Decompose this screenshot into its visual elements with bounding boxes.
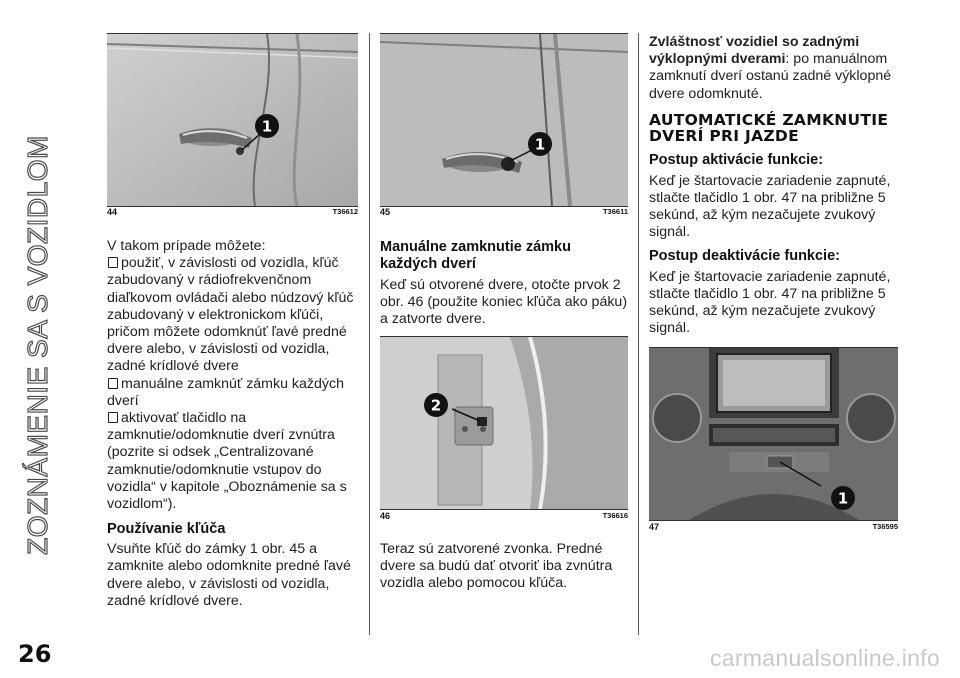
callout-number: 2 [430, 396, 442, 415]
paragraph: Teraz sú zatvorené zvonka. Predné dvere sa budú dať otvoriť iba zvnútra vozidla alebo pomocou kľúča. [380, 541, 613, 592]
column-2-text [380, 239, 630, 329]
paragraph: Keď je štartovacie zariadenie zapnuté, stlačte tlačidlo 1 obr. 47 na približne 5 sekúnd, až kým nezačujete zvukový signál. [649, 172, 891, 241]
callout-icon [527, 131, 553, 157]
column-3-text [649, 34, 899, 337]
section-heading: Používanie kľúča [107, 521, 226, 538]
callout-number: 1 [837, 489, 849, 508]
figure-code: T36616 [602, 511, 628, 520]
figure-45-door-lock [380, 33, 628, 207]
callout-icon [254, 113, 280, 139]
checkbox-bullet-icon [108, 257, 118, 268]
bullet-item [107, 410, 365, 513]
checkbox-bullet-icon [108, 412, 118, 423]
paragraph: Vsuňte kľúč do zámky 1 obr. 45 a zamknite alebo odomknite predné ľavé dvere alebo, v závislosti od vozidla, zadné krídlové dvere. [107, 541, 351, 609]
bullet-item [107, 376, 365, 410]
figure-caption [649, 522, 898, 532]
figure-46-door-latch [380, 336, 628, 510]
checkbox-bullet-icon [108, 378, 118, 389]
figure-caption [380, 207, 628, 217]
figure-number: 47 [649, 522, 660, 532]
figure-number: 46 [380, 511, 391, 521]
intro-text: V takom prípade môžete: [107, 238, 266, 254]
paragraph: Keď sú otvorené dvere, otočte prvok 2 obr. 46 (použite koniec kľúča ako páku) a zatvorte dvere. [380, 277, 628, 328]
section-heading: Manuálne zamknutie zámku každých dverí [380, 239, 571, 272]
bold-lead: Zvláštnosť vozidiel so zadnými výklopnými dverami [649, 34, 860, 68]
bullet-text: manuálne zamknúť zámku každých dverí [107, 375, 344, 409]
paragraph: Keď je štartovacie zariadenie zapnuté, stlačte tlačidlo 1 obr. 47 na približne 5 sekúnd, až kým nezačujete zvukový signál. [649, 268, 891, 337]
figure-code: T36595 [872, 522, 898, 531]
watermark-text: carmanualsonline.info [709, 645, 940, 671]
callout-icon [423, 392, 449, 418]
page-number: 26 [18, 640, 52, 668]
figure-code: T36612 [332, 207, 358, 216]
figure-number: 45 [380, 207, 391, 217]
figure-caption [107, 207, 358, 217]
column-divider [638, 33, 639, 635]
lead-paragraph [649, 34, 899, 103]
figure-47-dashboard [649, 347, 898, 521]
bullet-item [107, 255, 365, 375]
subheading: Postup aktivácie funkcie: [649, 151, 824, 168]
bullet-text: použiť, v závislosti od vozidla, kľúč zabudovaný v rádiofrekvenčnom diaľkovom ovládači alebo núdzový kľúč zabudovaný v elektronickom kľúči, pričom môžete odomknúť ľavé predné dvere alebo, v závislosti od vozidla, zadné krídlové dvere [107, 255, 354, 375]
figure-number: 44 [107, 207, 118, 217]
lead-rest: : po manuálnom zamknutí dverí ostanú zadné výklopné dvere odomknuté. [649, 51, 892, 102]
column-1-text [107, 238, 365, 610]
callout-icon [830, 485, 856, 511]
bullet-text: aktivovať tlačidlo na zamknutie/odomknutie dverí zvnútra (pozrite si odsek „Centralizované zamknutie/odomknutie vstupov do vozidla“ v kapitole „Oboznámenie sa s vozidlom“). [107, 410, 347, 513]
callout-number: 1 [261, 117, 273, 136]
subheading: Postup deaktivácie funkcie: [649, 247, 840, 264]
chapter-side-title: ZOZNÁMENIE SA S VOZIDLOM [22, 135, 53, 555]
section-title: AUTOMATICKÉ ZAMKNUTIE DVERÍ PRI JAZDE [649, 110, 889, 145]
callout-number: 1 [534, 135, 546, 154]
column-2-text-lower [380, 541, 630, 593]
figure-caption [380, 511, 628, 521]
figure-44-door-handle [107, 33, 358, 207]
column-divider [369, 33, 370, 635]
figure-code: T36611 [602, 207, 628, 216]
